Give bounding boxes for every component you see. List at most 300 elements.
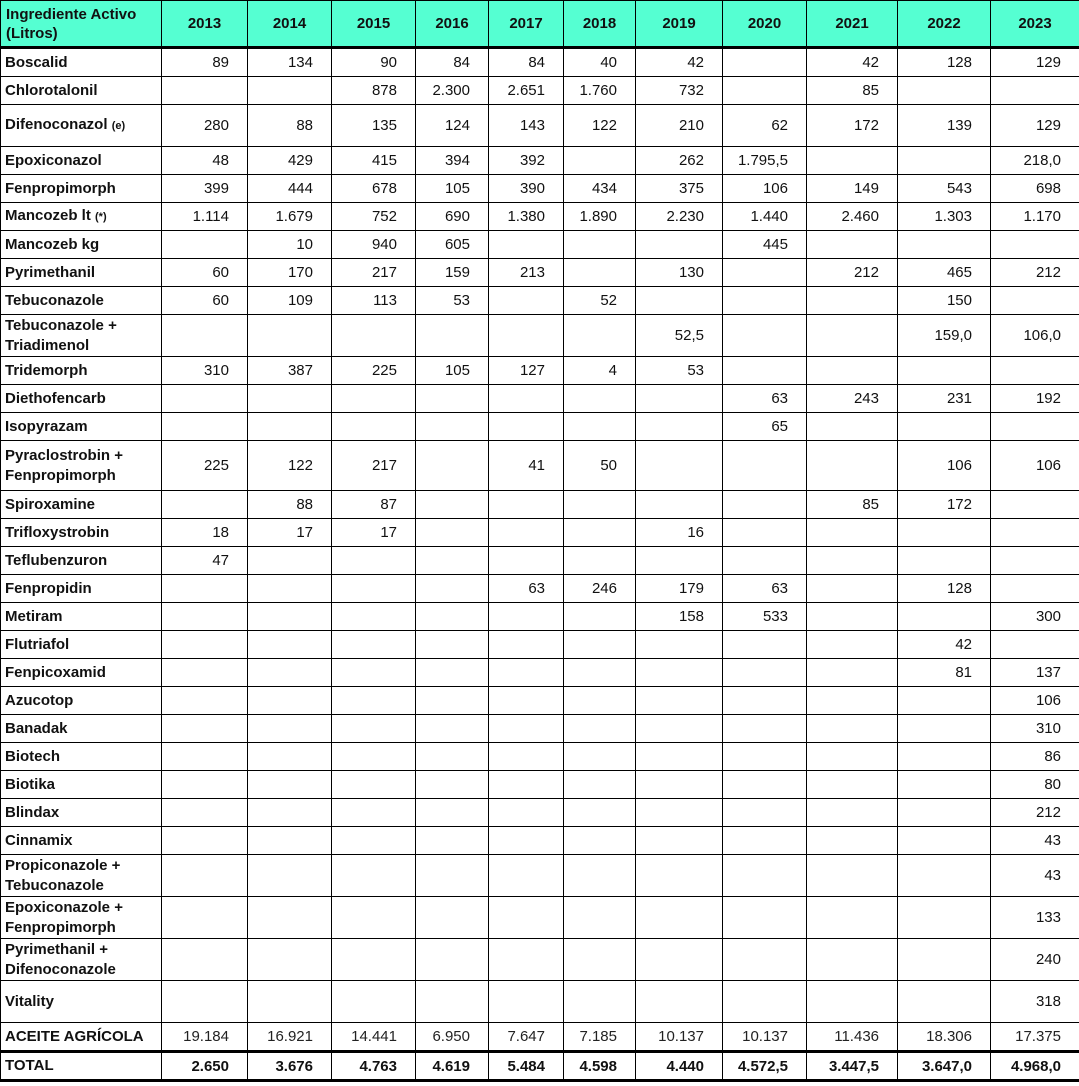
ingredient-name: [1, 981, 162, 1023]
header-year: 2020: [723, 1, 807, 48]
value-cell: [332, 771, 416, 799]
value-cell: 63: [723, 385, 807, 413]
value-cell: [162, 385, 248, 413]
value-cell: 213: [489, 259, 564, 287]
table-row: [1, 687, 1079, 715]
value-cell: [332, 385, 416, 413]
total-value: 4.763: [332, 1052, 416, 1081]
value-cell: 17: [248, 519, 332, 547]
table-row: [1, 659, 1079, 687]
value-cell: [416, 491, 489, 519]
value-cell: [332, 575, 416, 603]
value-cell: [723, 631, 807, 659]
value-cell: 150: [898, 287, 991, 315]
value-cell: [416, 413, 489, 441]
value-cell: [248, 799, 332, 827]
value-cell: [248, 603, 332, 631]
value-cell: 106: [898, 441, 991, 491]
value-cell: [564, 743, 636, 771]
value-cell: [636, 659, 723, 687]
value-cell: 392: [489, 147, 564, 175]
value-cell: 122: [248, 441, 332, 491]
value-cell: 231: [898, 385, 991, 413]
table-row: [1, 855, 1079, 897]
ingredient-name: [1, 743, 162, 771]
value-cell: 63: [723, 575, 807, 603]
value-cell: [807, 287, 898, 315]
table-row: [1, 231, 1079, 259]
value-cell: 19.184: [162, 1023, 248, 1052]
value-cell: [723, 743, 807, 771]
value-cell: [636, 771, 723, 799]
value-cell: [416, 385, 489, 413]
value-cell: [723, 259, 807, 287]
value-cell: [416, 827, 489, 855]
total-value: 4.968,0: [991, 1052, 1079, 1081]
value-cell: 678: [332, 175, 416, 203]
value-cell: [162, 659, 248, 687]
value-cell: [416, 939, 489, 981]
value-cell: [564, 939, 636, 981]
value-cell: 690: [416, 203, 489, 231]
value-cell: [991, 575, 1079, 603]
value-cell: [162, 575, 248, 603]
value-cell: [807, 897, 898, 939]
total-row: [1, 1052, 1079, 1081]
value-cell: [564, 715, 636, 743]
value-cell: 18: [162, 519, 248, 547]
value-cell: 124: [416, 105, 489, 147]
total-value: 4.440: [636, 1052, 723, 1081]
table-row: [1, 147, 1079, 175]
value-cell: [248, 547, 332, 575]
ingredient-label: Mancozeb kg: [5, 235, 100, 253]
value-cell: [807, 315, 898, 357]
value-cell: [723, 48, 807, 77]
value-cell: [898, 939, 991, 981]
value-cell: 429: [248, 147, 332, 175]
value-cell: 106: [991, 441, 1079, 491]
value-cell: 172: [898, 491, 991, 519]
header-year: 2022: [898, 1, 991, 48]
total-value: 4.619: [416, 1052, 489, 1081]
value-cell: 128: [898, 48, 991, 77]
value-cell: [636, 687, 723, 715]
table-row: [1, 743, 1079, 771]
table-row: [1, 897, 1079, 939]
table-row: [1, 287, 1079, 315]
value-cell: 212: [991, 259, 1079, 287]
value-cell: [332, 743, 416, 771]
ingredient-name: [1, 77, 162, 105]
ingredient-name: [1, 603, 162, 631]
value-cell: 192: [991, 385, 1079, 413]
value-cell: 605: [416, 231, 489, 259]
value-cell: [248, 981, 332, 1023]
value-cell: [807, 413, 898, 441]
value-cell: [332, 939, 416, 981]
ingredient-label: Propiconazole + Tebuconazole: [5, 856, 121, 894]
value-cell: [807, 799, 898, 827]
value-cell: [807, 147, 898, 175]
value-cell: 310: [991, 715, 1079, 743]
value-cell: 280: [162, 105, 248, 147]
value-cell: [807, 981, 898, 1023]
ingredient-name: [1, 315, 162, 357]
table-row: [1, 827, 1079, 855]
value-cell: [636, 547, 723, 575]
value-cell: [564, 799, 636, 827]
table-row: [1, 413, 1079, 441]
ingredient-name: [1, 827, 162, 855]
value-cell: 159: [416, 259, 489, 287]
value-cell: [489, 939, 564, 981]
value-cell: 88: [248, 105, 332, 147]
value-cell: 42: [807, 48, 898, 77]
value-cell: 1.170: [991, 203, 1079, 231]
value-cell: 7.185: [564, 1023, 636, 1052]
value-cell: 300: [991, 603, 1079, 631]
ingredient-label: Epoxiconazole + Fenpropimorph: [5, 898, 123, 936]
value-cell: [898, 981, 991, 1023]
value-cell: 533: [723, 603, 807, 631]
value-cell: [723, 939, 807, 981]
ingredient-label: Cinnamix: [5, 831, 73, 849]
value-cell: 1.303: [898, 203, 991, 231]
value-cell: [416, 799, 489, 827]
ingredient-label: Flutriafol: [5, 635, 70, 653]
header-year: 2016: [416, 1, 489, 48]
ingredient-label: ACEITE AGRÍCOLA: [5, 1027, 144, 1045]
value-cell: [162, 855, 248, 897]
value-cell: 399: [162, 175, 248, 203]
value-cell: 698: [991, 175, 1079, 203]
value-cell: [248, 771, 332, 799]
value-cell: [162, 77, 248, 105]
value-cell: [416, 441, 489, 491]
value-cell: [636, 385, 723, 413]
value-cell: [416, 659, 489, 687]
value-cell: [636, 287, 723, 315]
value-cell: [636, 981, 723, 1023]
value-cell: 465: [898, 259, 991, 287]
value-cell: [991, 631, 1079, 659]
value-cell: [416, 631, 489, 659]
value-cell: 18.306: [898, 1023, 991, 1052]
value-cell: 41: [489, 441, 564, 491]
value-cell: 1.380: [489, 203, 564, 231]
value-cell: [248, 77, 332, 105]
value-cell: [416, 603, 489, 631]
value-cell: [723, 77, 807, 105]
value-cell: 6.950: [416, 1023, 489, 1052]
value-cell: 106: [991, 687, 1079, 715]
value-cell: [723, 827, 807, 855]
value-cell: [898, 231, 991, 259]
ingredient-name: [1, 259, 162, 287]
value-cell: 218,0: [991, 147, 1079, 175]
header-ingredient-line1: Ingrediente Activo: [6, 5, 137, 23]
value-cell: [807, 659, 898, 687]
ingredient-name: [1, 687, 162, 715]
value-cell: [807, 715, 898, 743]
value-cell: 246: [564, 575, 636, 603]
value-cell: [248, 385, 332, 413]
value-cell: 212: [807, 259, 898, 287]
value-cell: 1.760: [564, 77, 636, 105]
value-cell: [723, 799, 807, 827]
ingredient-label: Pyrimethanil + Difenoconazole: [5, 940, 116, 978]
value-cell: [564, 631, 636, 659]
value-cell: [991, 357, 1079, 385]
ingredient-label: Fenpropidin: [5, 579, 92, 597]
ingredient-name: [1, 575, 162, 603]
value-cell: [248, 855, 332, 897]
value-cell: 387: [248, 357, 332, 385]
value-cell: [807, 855, 898, 897]
value-cell: [332, 827, 416, 855]
value-cell: 87: [332, 491, 416, 519]
value-cell: [564, 259, 636, 287]
value-cell: [723, 897, 807, 939]
value-cell: [248, 827, 332, 855]
value-cell: [162, 687, 248, 715]
ingredient-name: [1, 357, 162, 385]
value-cell: [162, 491, 248, 519]
value-cell: 113: [332, 287, 416, 315]
ingredient-name: [1, 771, 162, 799]
ingredient-name: [1, 799, 162, 827]
value-cell: 390: [489, 175, 564, 203]
value-cell: [898, 519, 991, 547]
value-cell: [248, 897, 332, 939]
total-value: 4.572,5: [723, 1052, 807, 1081]
ingredient-label: Biotech: [5, 747, 61, 765]
value-cell: 10.137: [723, 1023, 807, 1052]
value-cell: [807, 687, 898, 715]
value-cell: [807, 519, 898, 547]
value-cell: [898, 799, 991, 827]
total-value: 3.676: [248, 1052, 332, 1081]
value-cell: 60: [162, 287, 248, 315]
value-cell: [807, 441, 898, 491]
table-row: [1, 939, 1079, 981]
value-cell: [898, 855, 991, 897]
value-cell: [416, 897, 489, 939]
value-cell: 2.651: [489, 77, 564, 105]
value-cell: [489, 231, 564, 259]
header-row: [1, 1, 1079, 48]
header-year: 2019: [636, 1, 723, 48]
value-cell: [332, 799, 416, 827]
value-cell: 89: [162, 48, 248, 77]
value-cell: 444: [248, 175, 332, 203]
value-cell: [416, 315, 489, 357]
value-cell: 53: [636, 357, 723, 385]
value-cell: 17.375: [991, 1023, 1079, 1052]
value-cell: [489, 603, 564, 631]
value-cell: 109: [248, 287, 332, 315]
value-cell: [248, 743, 332, 771]
value-cell: 4: [564, 357, 636, 385]
value-cell: [991, 547, 1079, 575]
value-cell: 212: [991, 799, 1079, 827]
value-cell: 1.679: [248, 203, 332, 231]
header-year: 2021: [807, 1, 898, 48]
table-row: [1, 981, 1079, 1023]
value-cell: [162, 743, 248, 771]
ingredient-note: (*): [95, 211, 107, 223]
ingredient-label: Spiroxamine: [5, 495, 96, 513]
value-cell: 88: [248, 491, 332, 519]
value-cell: [489, 491, 564, 519]
value-cell: 262: [636, 147, 723, 175]
value-cell: [723, 659, 807, 687]
value-cell: [416, 575, 489, 603]
total-value: 3.647,0: [898, 1052, 991, 1081]
header-ingredient-line2: (Litros): [6, 24, 58, 42]
value-cell: 149: [807, 175, 898, 203]
value-cell: 63: [489, 575, 564, 603]
value-cell: [723, 687, 807, 715]
value-cell: [636, 715, 723, 743]
value-cell: 135: [332, 105, 416, 147]
ingredient-label: Fenpicoxamid: [5, 663, 106, 681]
table-row: [1, 799, 1079, 827]
ingredient-label: Trifloxystrobin: [5, 523, 110, 541]
value-cell: [416, 981, 489, 1023]
value-cell: 940: [332, 231, 416, 259]
value-cell: 134: [248, 48, 332, 77]
value-cell: 90: [332, 48, 416, 77]
table-row: [1, 603, 1079, 631]
value-cell: [416, 519, 489, 547]
value-cell: [898, 147, 991, 175]
value-cell: 217: [332, 441, 416, 491]
value-cell: 2.230: [636, 203, 723, 231]
value-cell: [564, 491, 636, 519]
value-cell: 40: [564, 48, 636, 77]
ingredient-label: Isopyrazam: [5, 417, 88, 435]
value-cell: [898, 357, 991, 385]
table-row: [1, 491, 1079, 519]
value-cell: 42: [898, 631, 991, 659]
value-cell: 159,0: [898, 315, 991, 357]
ingredient-label: Difenoconazol: [5, 116, 108, 133]
value-cell: 11.436: [807, 1023, 898, 1052]
value-cell: [636, 631, 723, 659]
value-cell: [332, 659, 416, 687]
value-cell: 53: [416, 287, 489, 315]
value-cell: 65: [723, 413, 807, 441]
value-cell: [807, 231, 898, 259]
value-cell: 732: [636, 77, 723, 105]
value-cell: 43: [991, 855, 1079, 897]
value-cell: [489, 981, 564, 1023]
value-cell: [807, 603, 898, 631]
value-cell: [489, 743, 564, 771]
value-cell: [564, 659, 636, 687]
value-cell: 1.440: [723, 203, 807, 231]
value-cell: 225: [162, 441, 248, 491]
table-row: [1, 357, 1079, 385]
value-cell: 143: [489, 105, 564, 147]
value-cell: [162, 939, 248, 981]
value-cell: [332, 315, 416, 357]
value-cell: [564, 687, 636, 715]
value-cell: [723, 771, 807, 799]
value-cell: 752: [332, 203, 416, 231]
ingredient-label: Teflubenzuron: [5, 551, 108, 569]
value-cell: 86: [991, 743, 1079, 771]
value-cell: [807, 939, 898, 981]
total-value: 5.484: [489, 1052, 564, 1081]
value-cell: [332, 413, 416, 441]
value-cell: [489, 413, 564, 441]
value-cell: [162, 413, 248, 441]
value-cell: [991, 413, 1079, 441]
value-cell: 375: [636, 175, 723, 203]
value-cell: [332, 897, 416, 939]
value-cell: [564, 315, 636, 357]
value-cell: 129: [991, 105, 1079, 147]
value-cell: 128: [898, 575, 991, 603]
ingredient-name: [1, 147, 162, 175]
value-cell: [898, 77, 991, 105]
value-cell: 129: [991, 48, 1079, 77]
value-cell: 85: [807, 77, 898, 105]
value-cell: [564, 855, 636, 897]
value-cell: 225: [332, 357, 416, 385]
value-cell: [991, 231, 1079, 259]
value-cell: [162, 631, 248, 659]
ingredient-label: Boscalid: [5, 53, 68, 71]
value-cell: [723, 547, 807, 575]
value-cell: [489, 897, 564, 939]
value-cell: 2.300: [416, 77, 489, 105]
table-row: [1, 1023, 1079, 1052]
table-row: [1, 575, 1079, 603]
value-cell: 81: [898, 659, 991, 687]
value-cell: 130: [636, 259, 723, 287]
value-cell: 2.460: [807, 203, 898, 231]
value-cell: [162, 981, 248, 1023]
value-cell: [898, 547, 991, 575]
value-cell: 105: [416, 175, 489, 203]
ingredient-name: [1, 519, 162, 547]
ingredient-name: [1, 491, 162, 519]
value-cell: [723, 491, 807, 519]
value-cell: 170: [248, 259, 332, 287]
ingredient-label: Vitality: [5, 992, 54, 1010]
total-value: 3.447,5: [807, 1052, 898, 1081]
value-cell: [489, 855, 564, 897]
value-cell: [248, 715, 332, 743]
value-cell: 122: [564, 105, 636, 147]
value-cell: [636, 799, 723, 827]
value-cell: 7.647: [489, 1023, 564, 1052]
value-cell: [723, 441, 807, 491]
value-cell: 543: [898, 175, 991, 203]
value-cell: 158: [636, 603, 723, 631]
value-cell: [248, 315, 332, 357]
value-cell: [564, 413, 636, 441]
table-row: [1, 385, 1079, 413]
value-cell: 85: [807, 491, 898, 519]
ingredient-label: Biotika: [5, 775, 56, 793]
value-cell: 415: [332, 147, 416, 175]
value-cell: [898, 715, 991, 743]
